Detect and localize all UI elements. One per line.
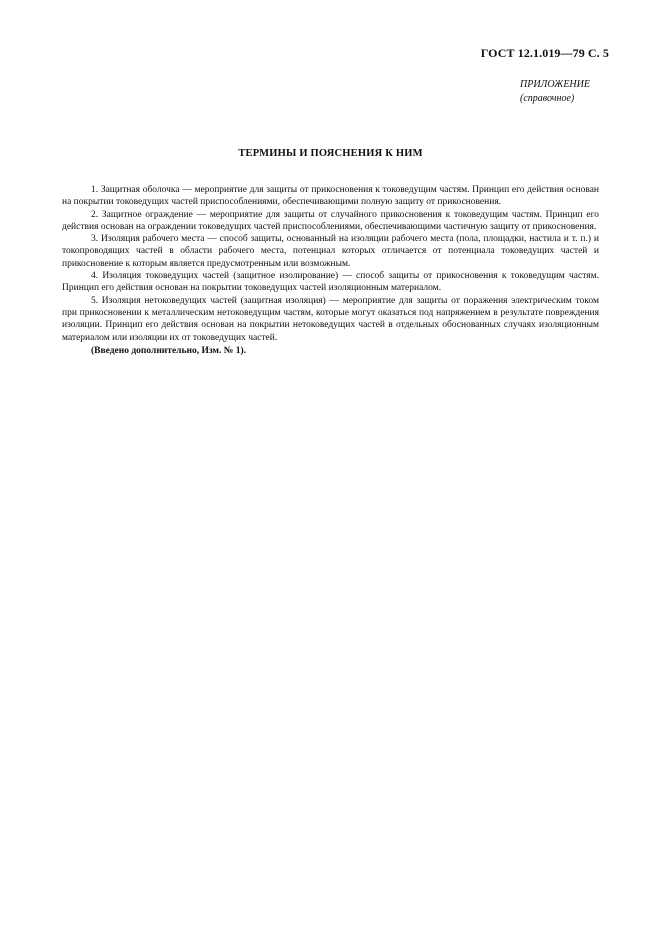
appendix-label: ПРИЛОЖЕНИЕ: [520, 79, 590, 90]
section-title: ТЕРМИНЫ И ПОЯСНЕНИЯ К НИМ: [238, 148, 423, 159]
term-paragraph-1: 1. Защитная оболочка — мероприятие для защиты от прикосновения к токоведущим частям. Принцип его действия основан на покрытии токоведущих частей приспособлениями, обеспечивающими полную защиту от прикосновения.: [62, 185, 599, 208]
term-paragraph-5: 5. Изоляция нетоковедущих частей (защитная изоляция) — мероприятие для защиты от поражения электрическим током при прикосновении к металлическим нетоковедущим частям, которые могут оказаться под напряжением в результате повреждения изоляции. Принцип его действия основан на покрытии нетоковедущих частей в отдельных обоснованных случаях изоляционным материалом или изоляции их от токоведущих частей.: [62, 295, 599, 343]
amendment-note: (Введено дополнительно, Изм. № 1).: [91, 345, 246, 356]
appendix-type: (справочное): [520, 93, 575, 104]
page-header-standard-ref: ГОСТ 12.1.019—79 С. 5: [480, 46, 609, 60]
term-paragraph-3: 3. Изоляция рабочего места — способ защиты, основанный на изоляции рабочего места (пола, площадки, настила и т. п.) и токопроводящих частей в области рабочего места, потенциал которых отличается от потенциала токоведущих частей и прикосновение к которым является предусмотренным или возможным.: [62, 234, 599, 269]
terms-body: [62, 184, 599, 357]
appendix-label-block: [520, 78, 640, 106]
term-paragraph-2: 2. Защитное ограждение — мероприятие для защиты от случайного прикосновения к токоведущим частям. Принцип его действия основан на ограждении токоведущих частей приспособлениями, обеспечивающими частичную защиту от прикосновения.: [62, 209, 599, 232]
term-paragraph-4: 4. Изоляция токоведущих частей (защитное изолирование) — способ защиты от прикосновения к токоведущим частям. Принцип его действия основан на покрытии токоведущих частей изоляционным материалом.: [62, 271, 599, 294]
